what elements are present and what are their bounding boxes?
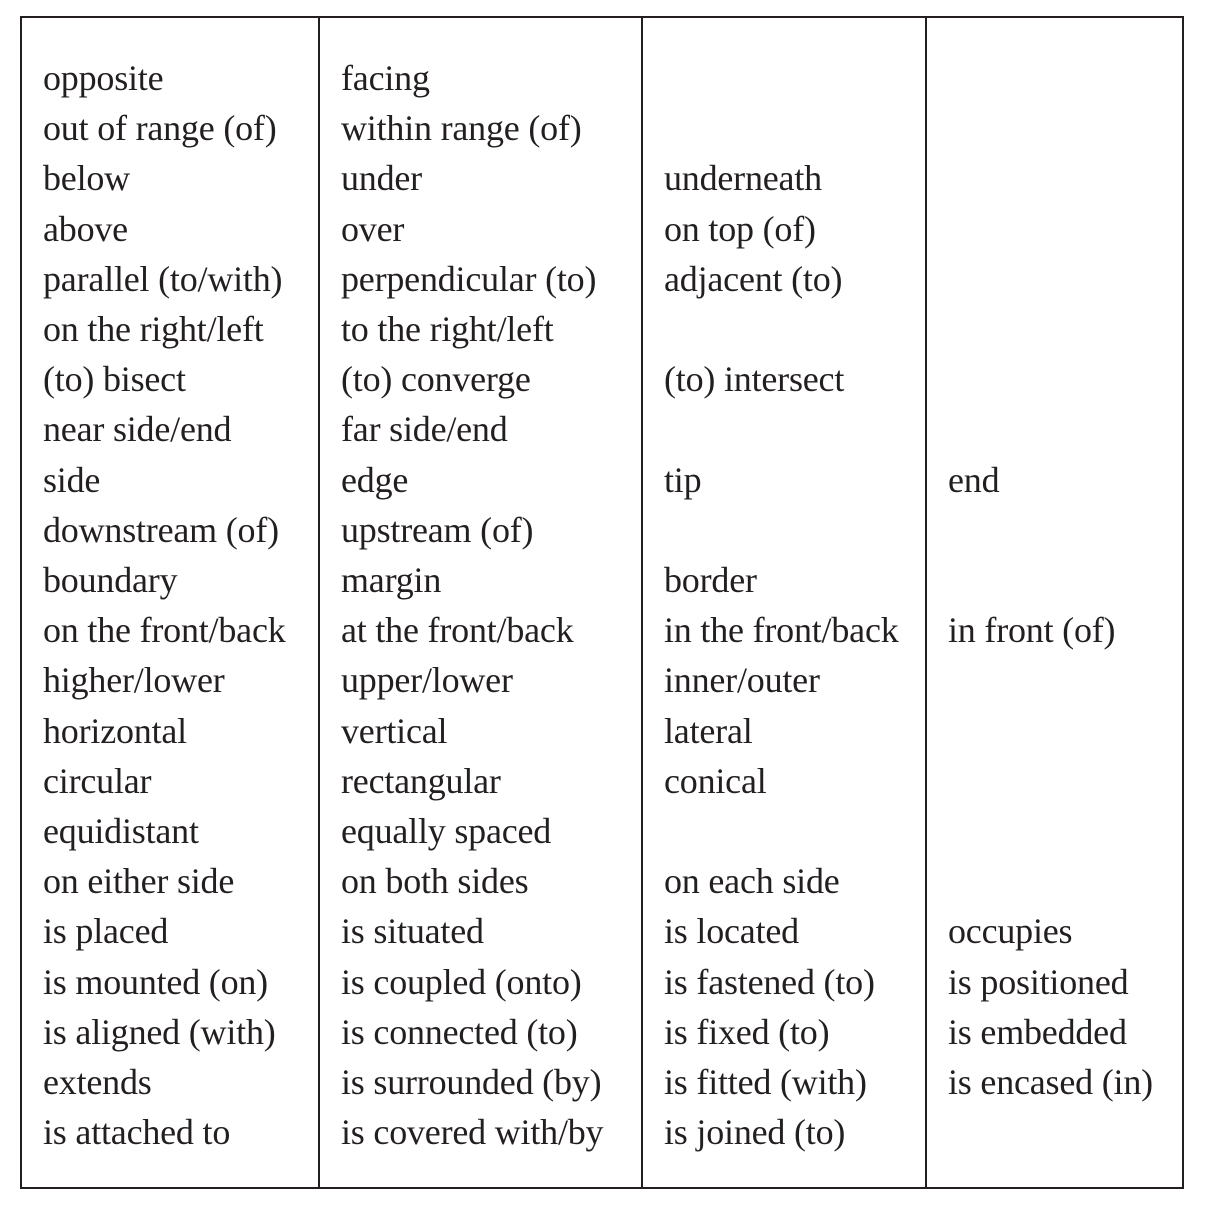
- table-cell: downstream (of): [43, 509, 279, 550]
- table-cell: to the right/left: [341, 309, 554, 349]
- table-cell: conical: [664, 760, 767, 801]
- table-cell: (to) converge: [341, 359, 531, 400]
- table-cell: is fitted (with): [664, 1062, 867, 1102]
- table-cell: boundary: [43, 560, 178, 600]
- table-cell: circular: [43, 760, 152, 801]
- table-cell: far side/end: [341, 409, 508, 450]
- table-cell: equally spaced: [341, 811, 552, 851]
- table-cell: is situated: [341, 911, 484, 952]
- table-cell: extends: [43, 1062, 152, 1102]
- table-cell: vertical: [341, 710, 448, 751]
- table-cell: is positioned: [948, 961, 1129, 1002]
- table-cell: over: [341, 208, 405, 249]
- table-cell: opposite: [43, 58, 164, 98]
- table-cell: on both sides: [341, 861, 529, 902]
- vocabulary-table: [20, 16, 1184, 1189]
- table-cell: rectangular: [341, 760, 501, 801]
- table-cell: underneath: [664, 158, 822, 199]
- table-cell: is placed: [43, 911, 169, 952]
- table-cell: near side/end: [43, 409, 232, 450]
- table-cell: upstream (of): [341, 509, 534, 550]
- table-cell: is aligned (with): [43, 1011, 276, 1052]
- table-cell: on top (of): [664, 208, 816, 249]
- table-cell: is located: [664, 911, 799, 952]
- table-cell: is fastened (to): [664, 961, 875, 1002]
- table-cell: is connected (to): [341, 1011, 578, 1052]
- table-cell: occupies: [948, 911, 1073, 952]
- table-cell: horizontal: [43, 710, 187, 751]
- table-cell: side: [43, 459, 101, 500]
- table-cell: equidistant: [43, 811, 199, 851]
- table-cell: on either side: [43, 861, 235, 902]
- table-cell: margin: [341, 560, 442, 600]
- table-cell: on each side: [664, 861, 840, 902]
- column-divider: [925, 18, 927, 1187]
- table-cell: end: [948, 459, 1000, 500]
- table-cell: above: [43, 208, 128, 249]
- table-cell: below: [43, 158, 130, 199]
- table-cell: under: [341, 158, 422, 199]
- table-cell: is encased (in): [948, 1062, 1153, 1102]
- table-cell: (to) bisect: [43, 359, 186, 400]
- table-cell: on the front/back: [43, 610, 286, 651]
- table-cell: is embedded: [948, 1011, 1127, 1052]
- table-cell: within range (of): [341, 108, 582, 149]
- table-cell: higher/lower: [43, 660, 225, 701]
- table-cell: in the front/back: [664, 610, 899, 651]
- table-cell: is surrounded (by): [341, 1062, 602, 1102]
- column-divider: [318, 18, 320, 1187]
- table-cell: parallel (to/with): [43, 258, 283, 299]
- table-cell: upper/lower: [341, 660, 513, 701]
- table-cell: on the right/left: [43, 309, 264, 349]
- table-cell: is coupled (onto): [341, 961, 582, 1002]
- table-cell: at the front/back: [341, 610, 574, 651]
- table-cell: is joined (to): [664, 1112, 846, 1153]
- table-cell: edge: [341, 459, 409, 500]
- table-cell: is covered with/by: [341, 1112, 604, 1153]
- table-cell: is fixed (to): [664, 1011, 830, 1052]
- table-cell: perpendicular (to): [341, 258, 597, 299]
- column-divider: [641, 18, 643, 1187]
- table-cell: is mounted (on): [43, 961, 268, 1002]
- table-cell: lateral: [664, 710, 753, 751]
- table-cell: in front (of): [948, 610, 1116, 651]
- table-cell: tip: [664, 459, 702, 500]
- table-cell: is attached to: [43, 1112, 231, 1153]
- table-cell: out of range (of): [43, 108, 277, 149]
- table-cell: border: [664, 560, 757, 600]
- table-cell: inner/outer: [664, 660, 820, 701]
- table-cell: adjacent (to): [664, 258, 843, 299]
- table-cell: (to) intersect: [664, 359, 845, 400]
- table-cell: facing: [341, 58, 430, 98]
